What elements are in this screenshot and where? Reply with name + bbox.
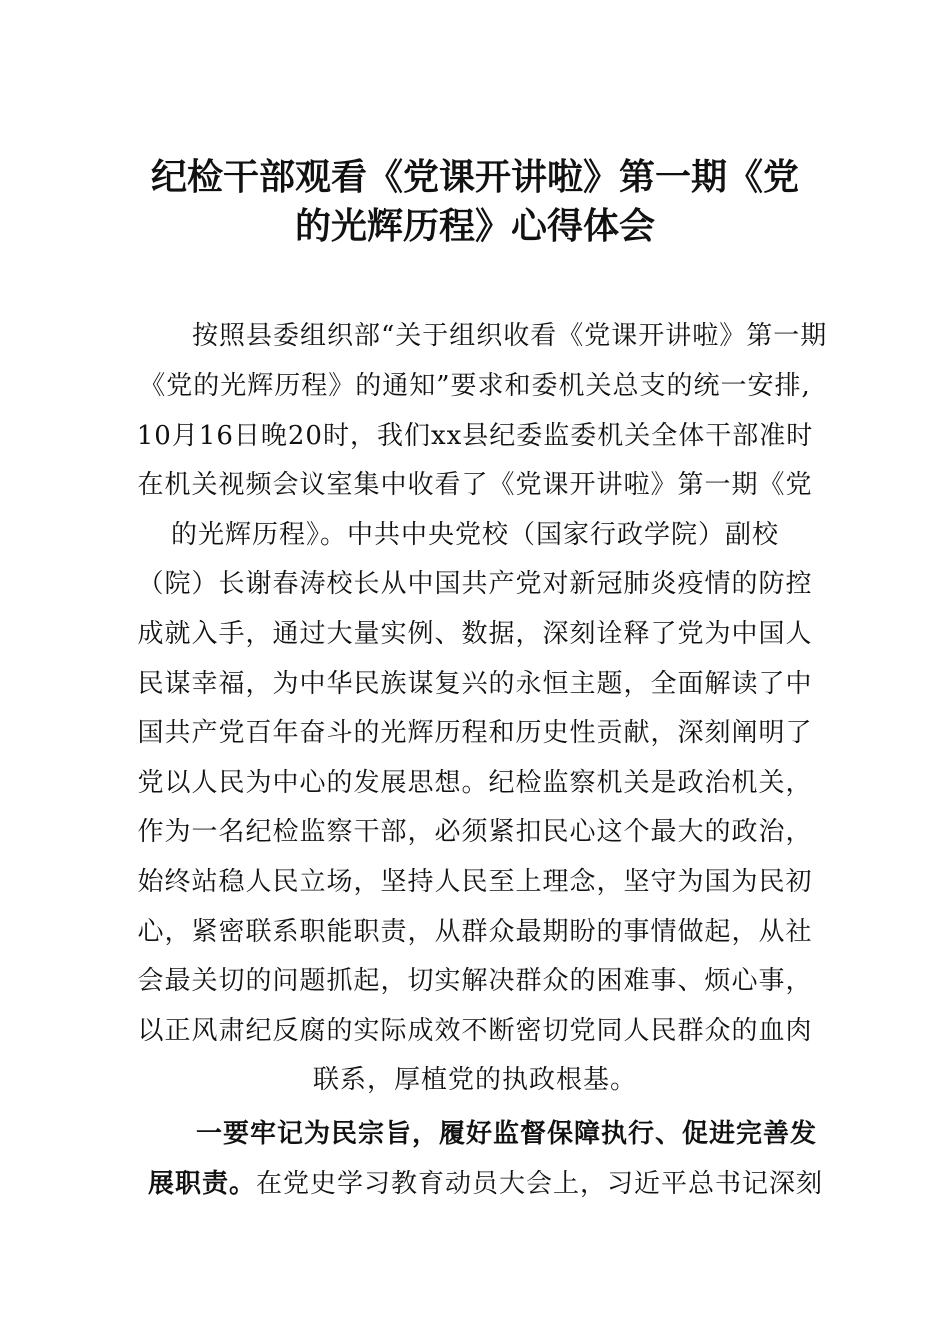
paragraph-line: 成就入手，通过大量实例、数据，深刻诠释了党为中国人 [137,619,813,649]
paragraph-text: 在党史学习教育动员大会上，习近平总书记深刻 [256,1169,824,1199]
paragraph-line: 以正风肃纪反腐的实际成效不断密切党同人民群众的血肉 [137,1016,813,1046]
paragraph-line: 会最关切的问题抓起，切实解决群众的困难事、烦心事， [137,966,813,996]
paragraph-line: 心，紧密联系职能职责，从群众最期盼的事情做起，从社 [137,917,813,947]
paragraph-line: 10月16日晚20时，我们xx县纪委监委机关全体干部准时 [136,421,814,451]
paragraph-line: 《党的光辉历程》的通知”要求和委机关总支的统一安排, [139,371,811,401]
paragraph-line: 作为一名纪检监察干部，必须紧扣民心这个最大的政治， [137,817,813,847]
document-title-line-2: 的光辉历程》心得体会 [294,206,655,247]
paragraph-line-mixed [148,1167,838,1201]
paragraph-line: 按照县委组织部“关于组织收看《党课开讲啦》第一期 [192,321,828,351]
section-heading-end: 展职责。 [148,1169,257,1199]
paragraph-line: 始终站稳人民立场，坚持人民至上理念，坚守为国为民初 [137,867,813,897]
paragraph-line: 的光辉历程》。中共中央党校（国家行政学院）副校 [170,520,779,550]
paragraph-line: 联系，厚植党的执政根基。 [312,1065,637,1095]
paragraph-line: 民谋幸福，为中华民族谋复兴的永恒主题，全面解读了中 [137,669,813,699]
paragraph-line: 国共产党百年奋斗的光辉历程和历史性贡献，深刻阐明了 [137,718,813,748]
paragraph-line: 党以人民为中心的发展思想。纪检监察机关是政治机关， [137,768,813,798]
paragraph-line: 在机关视频会议室集中收看了《党课开讲啦》第一期《党 [137,470,813,500]
paragraph-line: （院）长谢春涛校长从中国共产党对新冠肺炎疫情的防控 [137,569,813,599]
section-heading-line-1: 一要牢记为民宗旨，履好监督保障执行、促进完善发 [196,1119,818,1149]
document-title-line-1: 纪检干部观看《党课开讲啦》第一期《党 [150,157,799,198]
